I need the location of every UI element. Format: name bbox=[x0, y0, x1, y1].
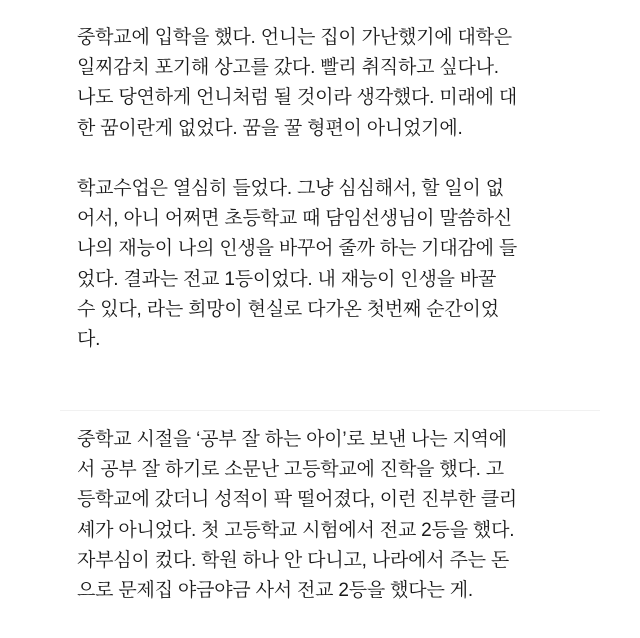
text-line: 수 있다, 라는 희망이 현실로 다가온 첫번째 순간이었 bbox=[77, 298, 499, 320]
paragraph-school-classes bbox=[77, 174, 597, 355]
text-line: 셰가 아니었다. 첫 고등학교 시험에서 전교 2등을 했다. bbox=[77, 519, 515, 541]
text-line: 어서, 아니 어쩌면 초등학교 때 담임선생님이 말씀하신 bbox=[77, 208, 512, 230]
text-line: 나도 당연하게 언니처럼 될 것이라 생각했다. 미래에 대 bbox=[77, 87, 518, 109]
paragraph-high-school bbox=[77, 425, 597, 606]
text-line: 등학교에 갔더니 성적이 팍 떨어졌다, 이런 진부한 클리 bbox=[77, 489, 518, 511]
text-line: 자부심이 컸다. 학원 하나 안 다니고, 나라에서 주는 돈 bbox=[77, 549, 510, 571]
text-line: 학교수업은 열심히 들었다. 그냥 심심해서, 할 일이 없 bbox=[77, 178, 504, 199]
text-line: 나의 재능이 나의 인생을 바꾸어 줄까 하는 기대감에 들 bbox=[77, 238, 518, 260]
text-line: 으로 문제집 야금야금 사서 전교 2등을 했다는 게. bbox=[77, 579, 473, 601]
paragraph-middle-school bbox=[77, 23, 597, 144]
text-line: 일찌감치 포기해 상고를 갔다. 빨리 취직하고 싶다나. bbox=[77, 57, 499, 79]
section-divider bbox=[60, 410, 600, 411]
text-line: 서 공부 잘 하기로 소문난 고등학교에 진학을 했다. 고 bbox=[77, 459, 504, 481]
text-line: 한 꿈이란게 없었다. 꿈을 꿀 형편이 아니었기에. bbox=[77, 117, 463, 139]
text-line: 다. bbox=[77, 328, 101, 350]
text-line: 중학교 시절을 ‘공부 잘 하는 아이’로 보낸 나는 지역에 bbox=[77, 429, 507, 450]
text-line: 중학교에 입학을 했다. 언니는 집이 가난했기에 대학은 bbox=[77, 27, 512, 48]
text-line: 었다. 결과는 전교 1등이었다. 내 재능이 인생을 바꿀 bbox=[77, 268, 497, 290]
